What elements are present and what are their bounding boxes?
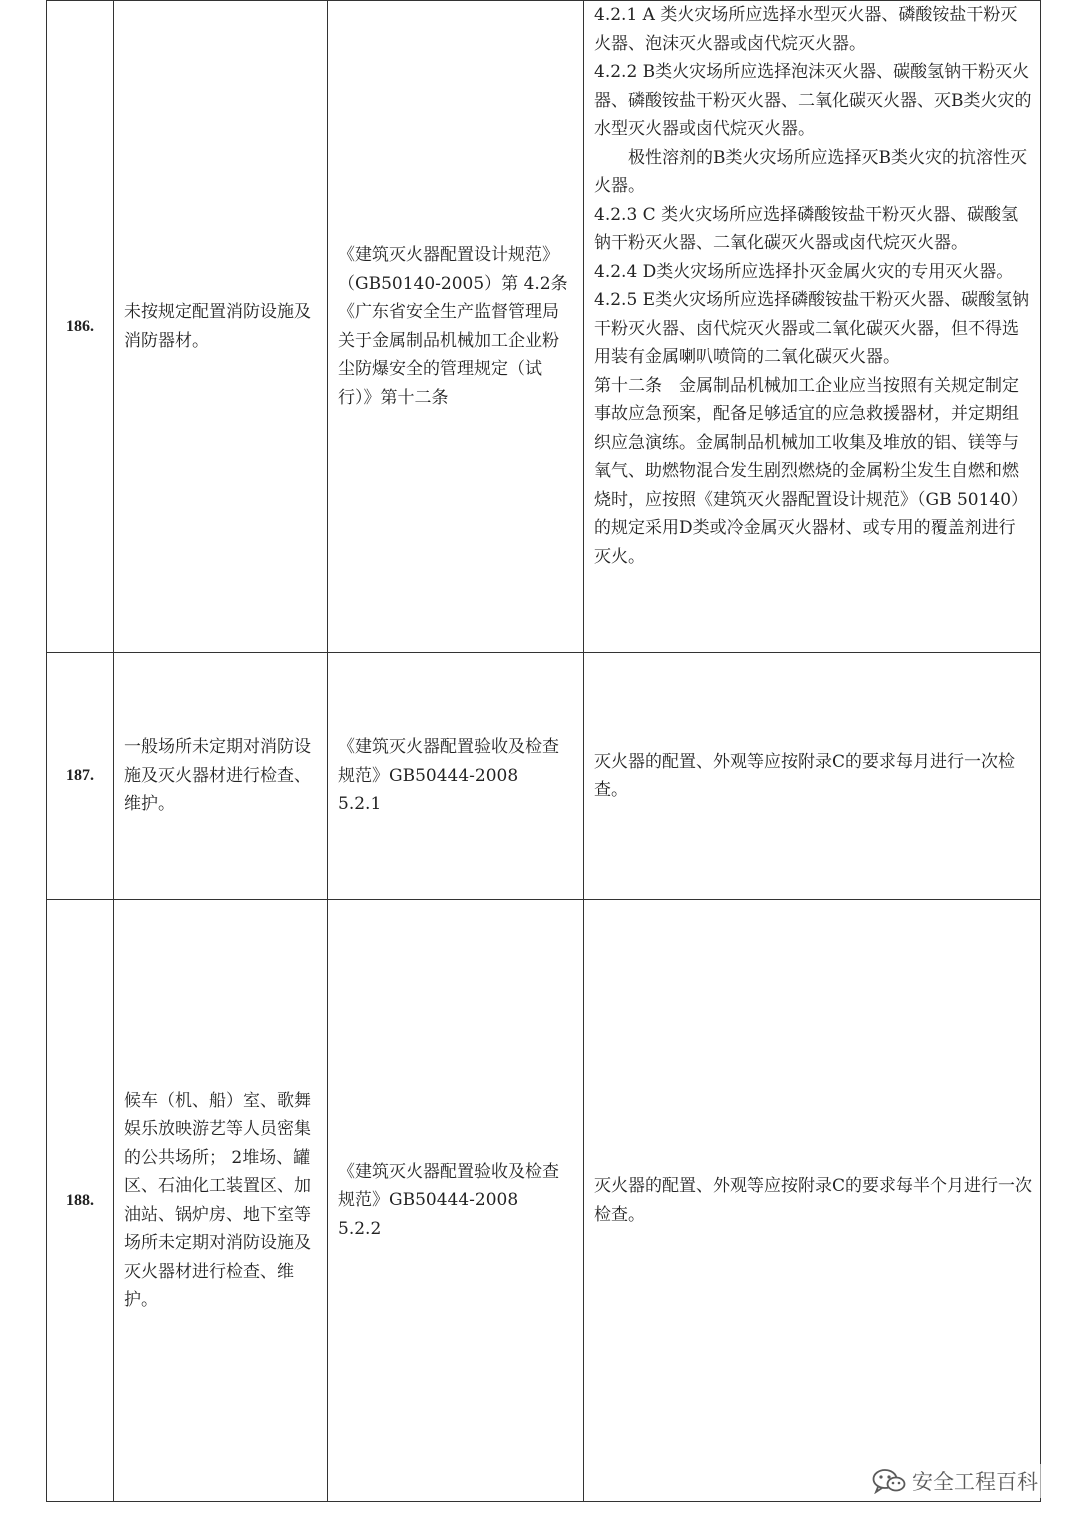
table-row xyxy=(47,900,1041,1502)
clause-paragraph: 极性溶剂的B类火灾场所应选择灭B类火灾的抗溶性灭火器。 xyxy=(594,147,1027,196)
clause-paragraph: 4.2.2 B类火灾场所应选择泡沫灭火器、碳酸氢钠干粉灭火器、磷酸铵盐干粉灭火器、二氧化碳灭火器、灭B类火灾的水型灭火器或卤代烷灭火器。 xyxy=(594,62,1032,139)
issue-text: 候车（机、船）室、歌舞娱乐放映游艺等人员密集的公共场所； 2堆场、罐区、石油化工装置区、加油站、锅炉房、地下室等场所未定期对消防设施及灭火器材进行检查、维护。 xyxy=(124,1090,311,1310)
clause-paragraph: 4.2.4 D类火灾场所应选择扑灭金属火灾的专用灭火器。 xyxy=(594,261,1014,282)
clause-paragraph: 4.2.3 C 类火灾场所应选择磷酸铵盐干粉灭火器、碳酸氢钠干粉灭火器、二氧化碳灭火器或卤代烷灭火器。 xyxy=(594,204,1019,253)
issue-text: 未按规定配置消防设施及消防器材。 xyxy=(124,302,311,351)
legal-basis xyxy=(328,900,584,1502)
watermark xyxy=(868,1464,1042,1498)
row-number: 187. xyxy=(47,653,114,900)
table-row xyxy=(47,1,1041,653)
issue-description xyxy=(114,900,328,1502)
row-number: 186. xyxy=(47,1,114,653)
clause-paragraph: 灭火器的配置、外观等应按附录C的要求每半个月进行一次检查。 xyxy=(594,1176,1033,1225)
row-number: 188. xyxy=(47,900,114,1502)
regulation-content xyxy=(584,900,1041,1502)
issue-description xyxy=(114,1,328,653)
legal-basis xyxy=(328,653,584,900)
issue-text: 一般场所未定期对消防设施及灭火器材进行检查、维护。 xyxy=(124,737,311,815)
basis-line: 5.2.2 xyxy=(338,1218,382,1239)
regulation-content xyxy=(584,1,1041,653)
basis-line: 《广东省安全生产监督管理局关于金属制品机械加工企业粉尘防爆安全的管理规定（试行）》第十二条 xyxy=(338,302,559,408)
clause-paragraph: 4.2.1 A 类火灾场所应选择水型灭火器、磷酸铵盐干粉灭火器、泡沫灭火器或卤代烷灭火器。 xyxy=(594,5,1018,54)
basis-line: 5.2.1 xyxy=(338,794,382,815)
watermark-text: 安全工程百科 xyxy=(912,1470,1038,1494)
regulation-table xyxy=(46,0,1041,1502)
basis-line: 《建筑灭火器配置验收及检查规范》GB50444-2008 xyxy=(338,1161,559,1211)
clause-paragraph: 灭火器的配置、外观等应按附录C的要求每月进行一次检查。 xyxy=(594,751,1016,800)
basis-line: 《建筑灭火器配置设计规范》（GB50140-2005）第 4.2条 xyxy=(338,245,568,294)
table-row xyxy=(47,653,1041,900)
clause-paragraph: 第十二条 金属制品机械加工企业应当按照有关规定制定事故应急预案，配备足够适宜的应急救援器材，并定期组织应急演练。金属制品机械加工收集及堆放的铝、镁等与氧气、助燃物混合发生剧烈燃烧的金属粉尘发生自燃和燃烧时，应按照《建筑灭火器配置设计规范》（GB 50140）的规定采用D类或冷金属灭火器材、或专用的覆盖剂进行灭火。 xyxy=(594,375,1029,567)
clause-paragraph: 4.2.5 E类火灾场所应选择磷酸铵盐干粉灭火器、碳酸氢钠干粉灭火器、卤代烷灭火器或二氧化碳灭火器，但不得选用装有金属喇叭喷筒的二氧化碳灭火器。 xyxy=(594,290,1030,367)
regulation-content xyxy=(584,653,1041,900)
wechat-icon xyxy=(872,1468,906,1494)
basis-line: 《建筑灭火器配置验收及检查规范》GB50444-2008 xyxy=(338,737,559,786)
legal-basis xyxy=(328,1,584,653)
issue-description xyxy=(114,653,328,900)
